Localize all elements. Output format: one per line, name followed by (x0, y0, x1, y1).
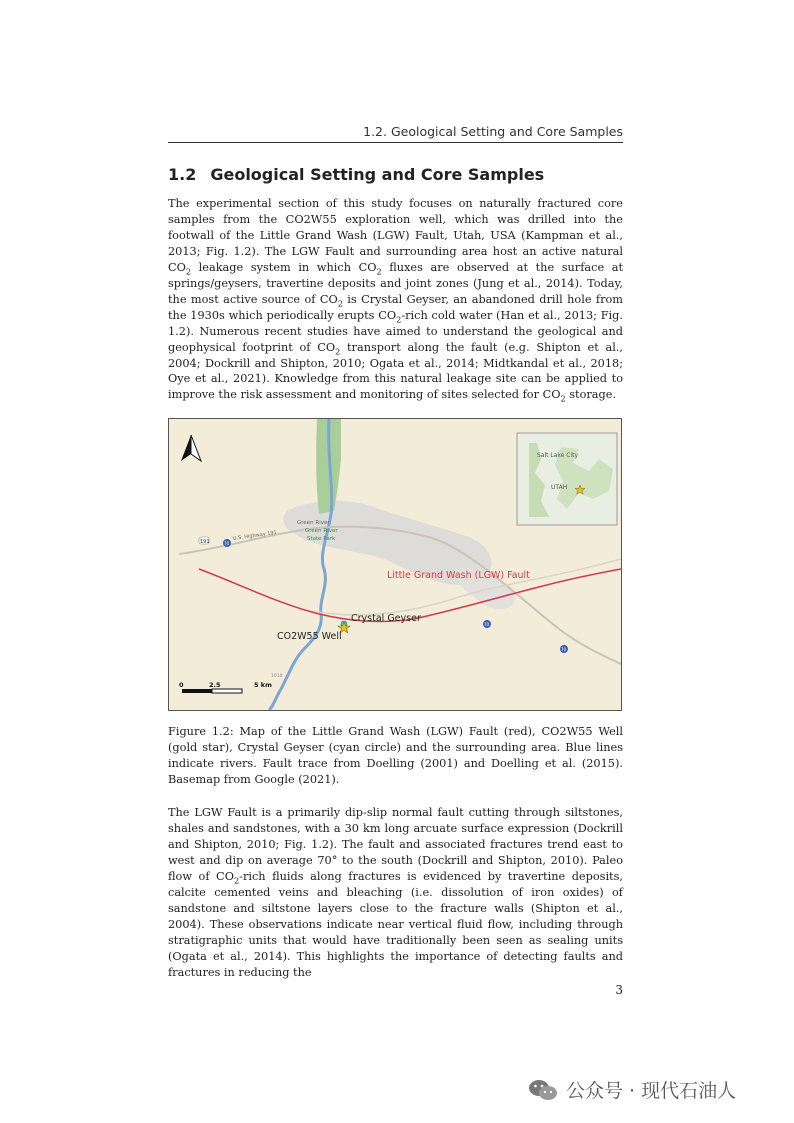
well-label: CO2W55 Well (277, 631, 342, 642)
subscript: 2 (185, 266, 192, 277)
watermark-text: 公众号 · 现代石油人 (566, 1080, 737, 1102)
page-number: 3 (615, 983, 623, 997)
subscript: 2 (335, 345, 341, 356)
paragraph-1-text-6: transport along the fault (e.g. Shipton et al., 2004; Dockrill and Shipton, 2010; Ogata et al., 2014; Midtkandal et al., 2018; Oye et al., 2021). Knowledge from this natural leakage site can be applied to improve the risk assessment and monitoring of sites selected for CO (168, 340, 623, 402)
section-title (168, 165, 544, 184)
section-title-text: Geological Setting and Core Samples (210, 165, 545, 184)
paragraph-2 (168, 805, 623, 980)
scale-label: 5 km (254, 681, 272, 689)
scale-label: 0 (179, 681, 184, 689)
running-head: 1.2. Geological Setting and Core Samples (363, 124, 623, 139)
fault-label: Little Grand Wash (LGW) Fault (387, 570, 530, 581)
paragraph-1 (168, 196, 623, 403)
town-label: Green River (297, 520, 330, 526)
figure-map (168, 418, 622, 711)
paragraph-1-text-7: storage. (565, 388, 617, 402)
scale-bar (182, 689, 212, 693)
geyser-label: Crystal Geyser (351, 613, 421, 624)
scale-bar (212, 689, 242, 693)
header-rule (168, 142, 623, 143)
subscript: 2 (396, 313, 402, 324)
road-small-label: 1010 (271, 674, 283, 679)
paragraph-1-text-4: is Crystal Geyser, an abandoned drill hole from the 1930s which periodically erupts CO (168, 292, 624, 322)
inset-city-label: Salt Lake City (537, 452, 579, 459)
scale-label: 2.5 (209, 681, 221, 689)
road-shield-label: 70 (224, 541, 230, 546)
section-number: 1.2 (168, 165, 197, 184)
subscript: 2 (337, 297, 343, 308)
map-svg (169, 419, 621, 710)
paragraph-2-text-2: -rich fluids along fractures is evidenced by travertine deposits, calcite cemented veins and bleaching (i.e. dissolution of iron oxides) of sandstone and siltstone layers close to the fracture walls (Shipton et al., 2004). These observations indicate near vertical fluid flow, including through stratigraphic units that would have traditionally been seen as sealing units (Ogata et al., 2014). This highlights the importance of detecting faults and fractures in reducing the (168, 869, 623, 979)
subscript: 2 (233, 875, 240, 886)
inset-state-label: UTAH (551, 484, 568, 491)
paragraph-1-text-1: The experimental section of this study focuses on naturally fractured core samples from the CO2W55 exploration well, which was drilled into the footwall of the Little Grand Wash (LGW) Fault, Utah, USA (Kampman et al., 2013; Fig. 1.2). The LGW Fault and surrounding area host an active natural CO (168, 197, 623, 274)
park-label: Green River (305, 528, 338, 534)
paragraph-1-text-5: -rich cold water (Han et al., 2013; Fig. 1.2). Numerous recent studies have aimed to understand the geological and geophysical footprint of CO (168, 308, 623, 354)
road-shield-label: 70 (484, 622, 490, 627)
road-shield-label: 191 (200, 539, 210, 545)
paragraph-1-text-2: leakage system in which CO (191, 260, 377, 274)
watermark (528, 1076, 736, 1103)
wechat-icon (528, 1078, 558, 1102)
subscript: 2 (376, 266, 382, 277)
road-label: U.S. Highway 191 (232, 529, 278, 542)
paragraph-1-text-3: fluxes are observed at the surface at springs/geysers, travertine deposits and joint zones (Jung et al., 2014). Today, the most active source of CO (168, 260, 624, 306)
road-shield-label: 70 (561, 647, 567, 652)
park-label: State Park (307, 536, 336, 542)
paragraph-2-text-1: The LGW Fault is a primarily dip-slip normal fault cutting through siltstones, shales and sandstones, with a 30 km long arcuate surface expression (Dockrill and Shipton, 2010; Fig. 1.2). The fault and associated fractures trend east to west and dip on average 70° to the south (Dockrill and Shipton, 2010). Paleo flow of CO (168, 806, 623, 883)
subscript: 2 (560, 393, 566, 404)
figure-caption: Figure 1.2: Map of the Little Grand Wash (LGW) Fault (red), CO2W55 Well (gold star), Crystal Geyser (cyan circle) and the surrounding area. Blue lines indicate rivers. Fault trace from Doelling (2001) and Doelling et al. (2015). Basemap from Google (2021). (168, 725, 623, 786)
